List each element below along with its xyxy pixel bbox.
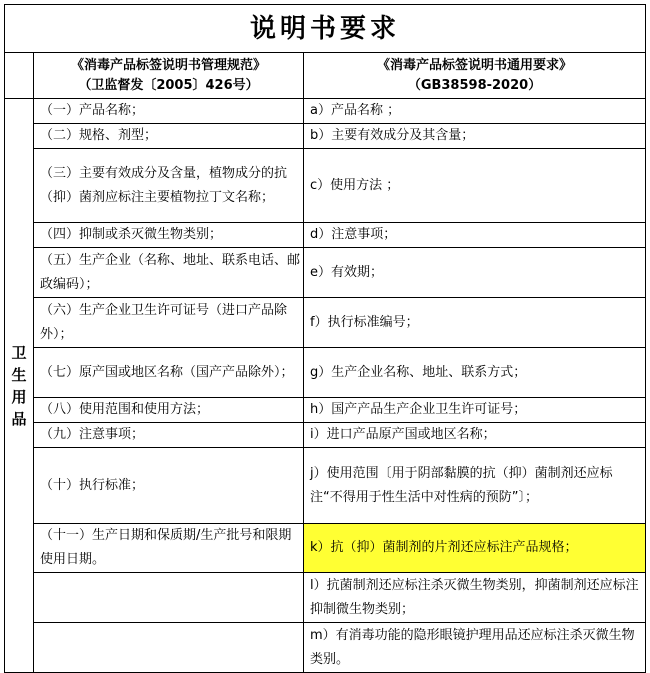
row-left-5: （五）生产企业（名称、地址、联系电话、邮政编码）； [34,248,304,298]
row-right-8: h）国产产品生产企业卫生许可证号； [304,398,646,423]
row-left-1: （一）产品名称； [34,99,304,124]
row-right-1: a）产品名称 ； [304,99,646,124]
category-char: 用 [11,387,27,406]
row-left-10: （十）执行标准； [34,448,304,524]
row-left-9: （九）注意事项； [34,423,304,448]
header-right-line1: 《消毒产品标签说明书通用要求》 [377,57,573,73]
row-right-13: m）有消毒功能的隐形眼镜护理用品还应标注杀灭微生物类别。 [304,623,646,673]
row-left-12 [34,573,304,623]
category-char: 品 [11,409,27,428]
row-left-3: （三）主要有效成分及含量，植物成分的抗（抑）菌剂应标注主要植物拉丁文名称； [34,149,304,223]
row-right-10: j）使用范围〔用于阴部黏膜的抗（抑）菌制剂还应标注“不得用于性生活中对性病的预防”〕； [304,448,646,524]
header-left [34,53,304,99]
row-right-11-highlighted: k）抗（抑）菌制剂的片剂还应标注产品规格； [304,524,646,573]
row-left-2: （二）规格、剂型； [34,124,304,149]
table-title: 说明书要求 [5,5,646,53]
header-left-line2: （卫监督发〔2005〕426号） [78,77,259,93]
row-left-7: （七）原产国或地区名称（国产产品除外）； [34,348,304,398]
row-right-4: d）注意事项； [304,223,646,248]
header-left-line1: 《消毒产品标签说明书管理规范》 [70,57,266,73]
row-right-3: c）使用方法 ； [304,149,646,223]
row-left-4: （四）抑制或杀灭微生物类别； [34,223,304,248]
row-right-12: l）抗菌制剂还应标注杀灭微生物类别，抑菌制剂还应标注抑制微生物类别； [304,573,646,623]
row-right-6: f）执行标准编号； [304,298,646,348]
row-right-5: e）有效期； [304,248,646,298]
row-left-13 [34,623,304,673]
category-cell [5,99,34,673]
category-char: 卫 [11,343,27,362]
header-right [304,53,646,99]
row-left-8: （八）使用范围和使用方法； [34,398,304,423]
row-left-11: （十一）生产日期和保质期/生产批号和限期使用日期。 [34,524,304,573]
row-left-6: （六）生产企业卫生许可证号（进口产品除外）； [34,298,304,348]
header-right-line2: （GB38598-2020） [407,77,542,93]
row-right-7: g）生产企业名称、地址、联系方式； [304,348,646,398]
corner-cell [5,53,34,99]
category-char: 生 [11,365,27,384]
row-right-2: b）主要有效成分及其含量； [304,124,646,149]
row-right-9: i）进口产品原产国或地区名称； [304,423,646,448]
requirements-table [4,4,646,673]
